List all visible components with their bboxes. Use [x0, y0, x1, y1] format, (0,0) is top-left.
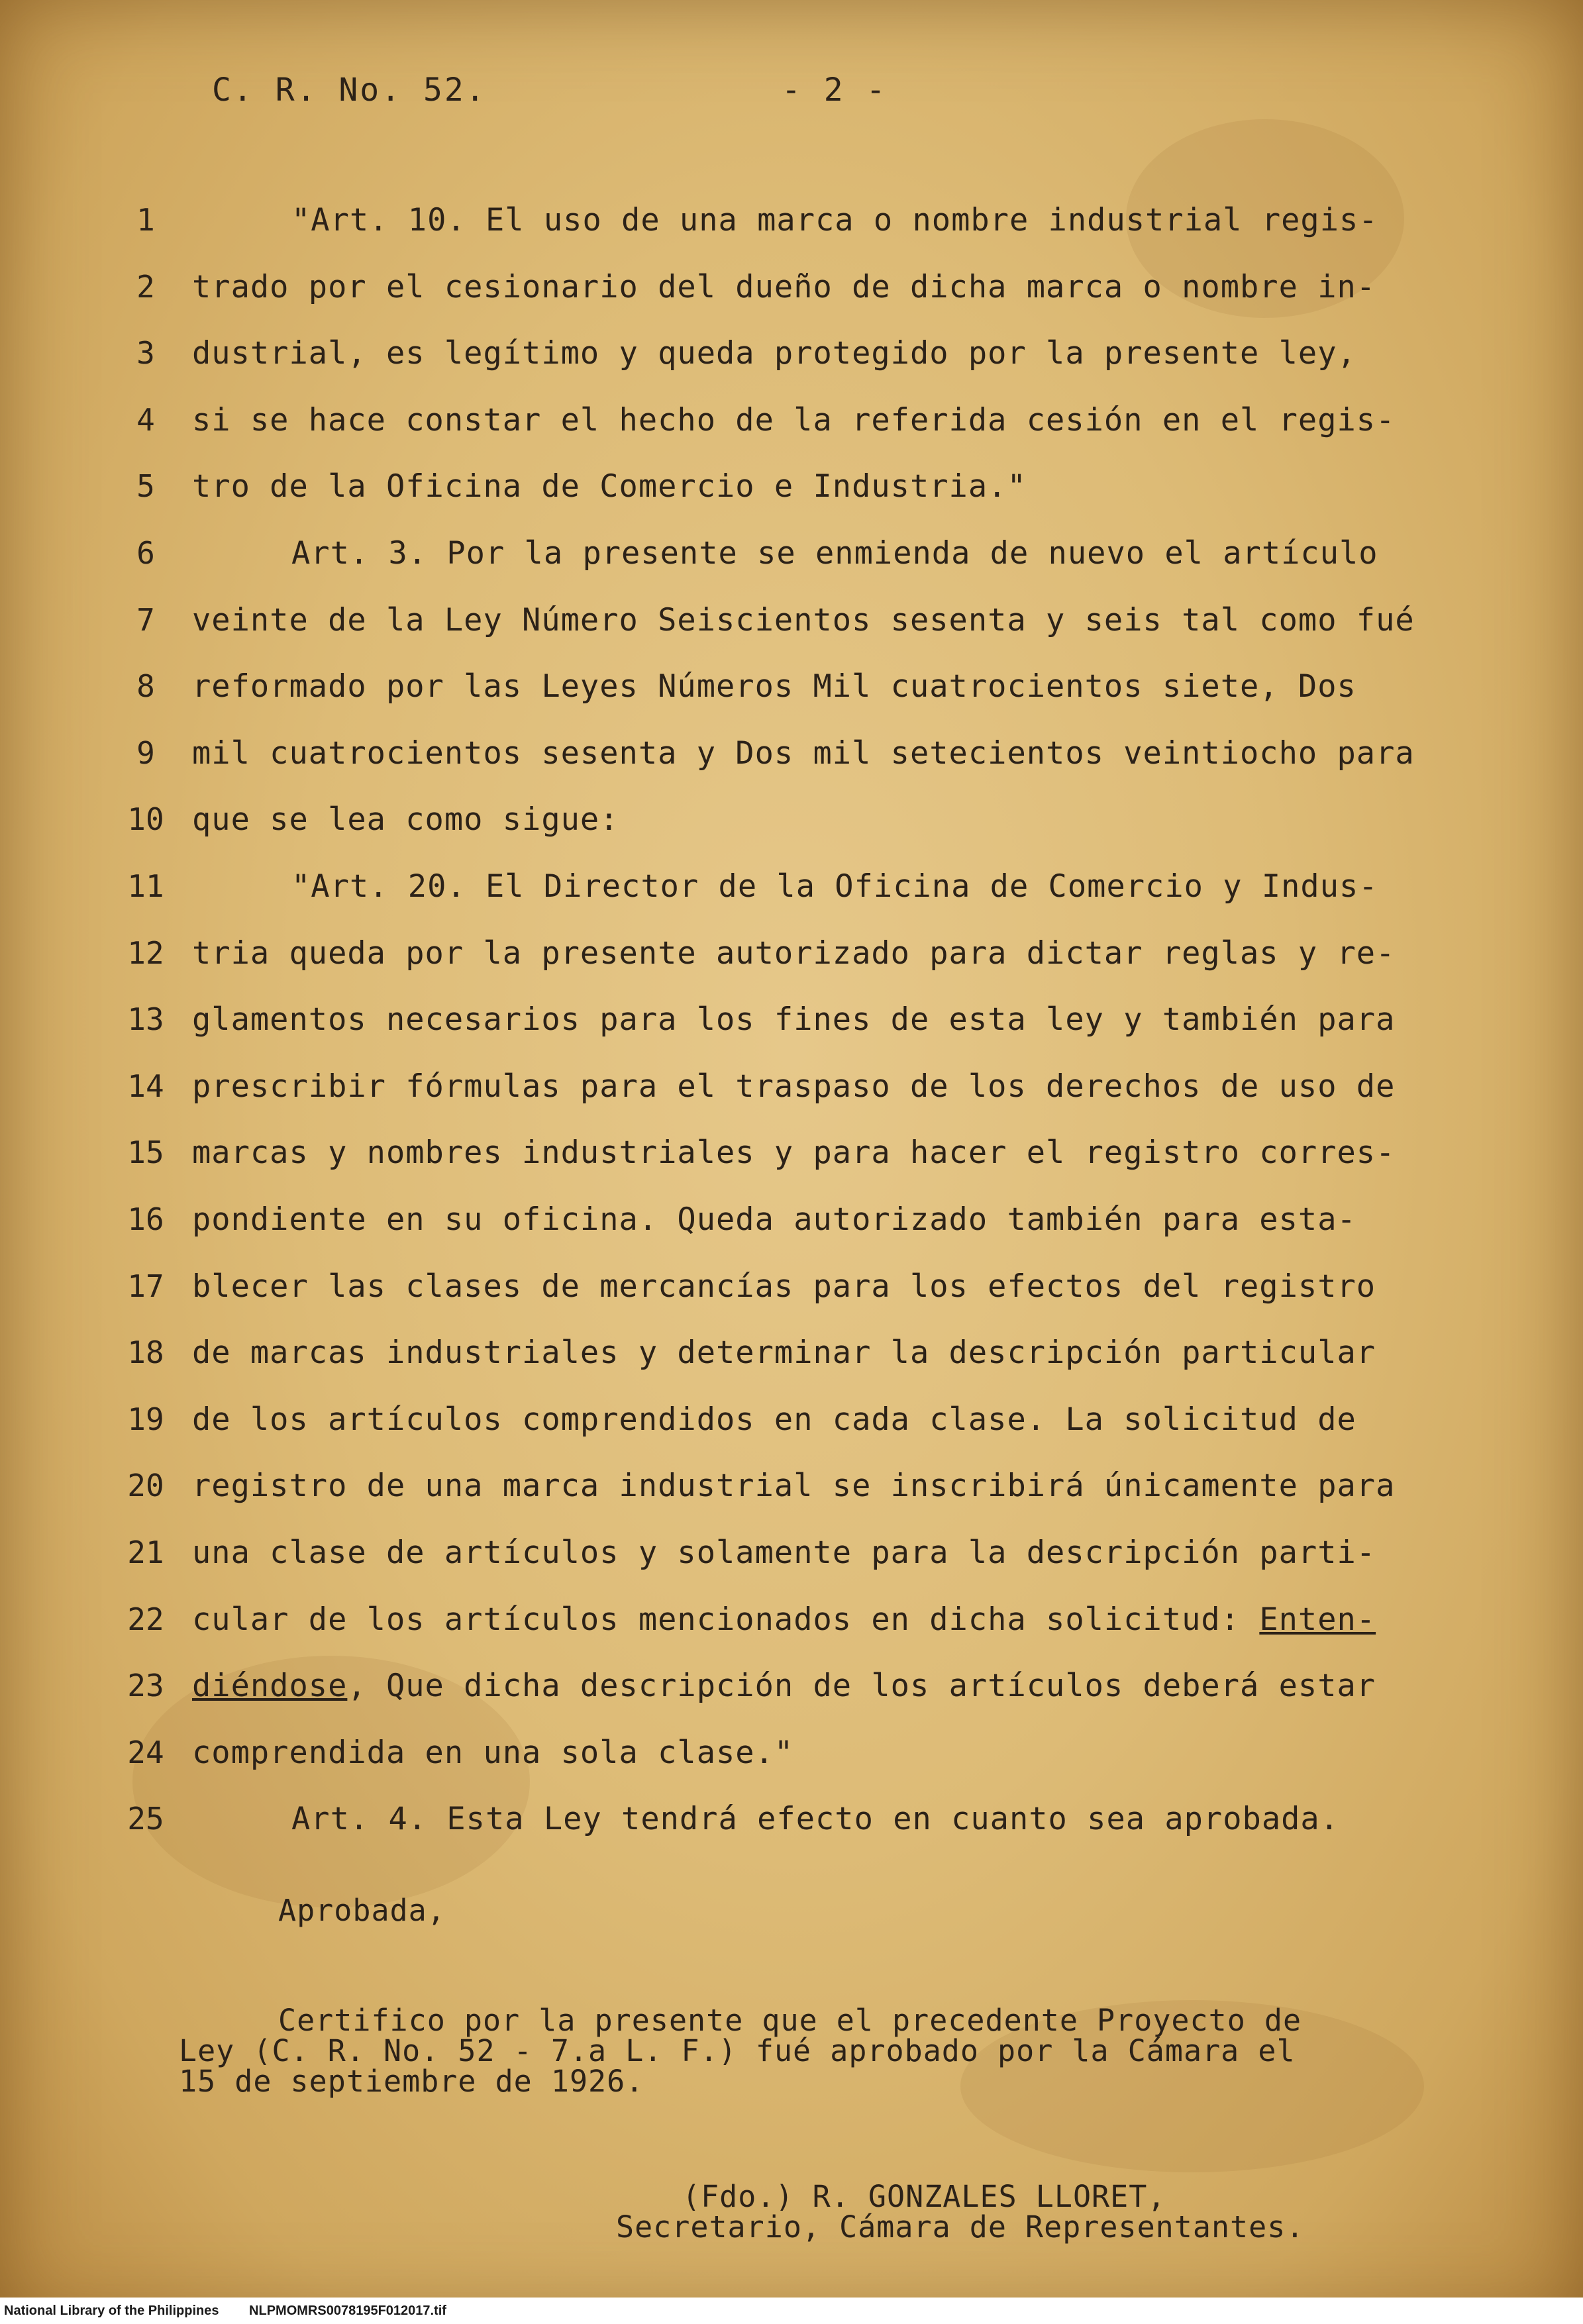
line-number: 3: [136, 335, 155, 371]
line-number: 20: [127, 1468, 164, 1503]
line-text: Art. 4. Esta Ley tendrá efecto en cuanto sea aprobada.: [291, 1801, 1340, 1837]
line-number: 17: [127, 1268, 164, 1304]
line-text: si se hace constar el hecho de la referida cesión en el regis-: [192, 402, 1396, 438]
line-number: 4: [136, 402, 155, 438]
bill-reference: C. R. No. 52.: [212, 72, 487, 109]
line-text: trado por el cesionario del dueño de dicha marca o nombre in-: [192, 269, 1376, 305]
line-number: 16: [127, 1201, 164, 1237]
line-number: 5: [136, 468, 155, 504]
line-number: 14: [127, 1068, 164, 1104]
line-number: 22: [127, 1601, 164, 1637]
line-number: 9: [136, 735, 155, 771]
line-text: tria queda por la presente autorizado para dictar reglas y re-: [192, 935, 1396, 972]
page-number: - 2 -: [782, 72, 888, 109]
signature-name: (Fdo.) R. GONZALES LLORET,: [682, 2179, 1166, 2214]
line-number: 7: [136, 602, 155, 638]
line-text: diéndose, Que dicha descripción de los artículos deberá estar: [192, 1668, 1376, 1704]
line-number: 12: [127, 935, 164, 971]
line-text: "Art. 20. El Director de la Oficina de Comercio y Indus-: [291, 868, 1378, 905]
line-number: 1: [136, 202, 155, 238]
line-text: "Art. 10. El uso de una marca o nombre industrial regis-: [291, 202, 1378, 238]
line-number: 10: [127, 801, 164, 837]
approval-note: Aprobada,: [278, 1893, 446, 1928]
line-text: comprendida en una sola clase.": [192, 1735, 794, 1771]
archive-source: National Library of the Philippines: [4, 2303, 219, 2318]
line-text: prescribir fórmulas para el traspaso de los derechos de uso de: [192, 1068, 1396, 1105]
line-number: 23: [127, 1668, 164, 1703]
line-number: 18: [127, 1335, 164, 1370]
certification-line-1: Certifico por la presente que el precedente Proyecto de: [278, 2003, 1302, 2038]
certification-line-3: 15 de septiembre de 1926.: [179, 2064, 644, 2099]
line-text: dustrial, es legítimo y queda protegido por la presente ley,: [192, 335, 1356, 372]
line-number: 15: [127, 1135, 164, 1170]
line-text: marcas y nombres industriales y para hacer el registro corres-: [192, 1135, 1396, 1171]
line-text: Art. 3. Por la presente se enmienda de nuevo el artículo: [291, 535, 1378, 572]
line-text: veinte de la Ley Número Seiscientos sesenta y seis tal como fué: [192, 602, 1415, 638]
line-number: 19: [127, 1401, 164, 1437]
archive-footer: [0, 2298, 1583, 2324]
line-number: 25: [127, 1801, 164, 1837]
line-number: 8: [136, 668, 155, 704]
line-text: glamentos necesarios para los fines de esta ley y también para: [192, 1001, 1396, 1038]
line-number: 6: [136, 535, 155, 571]
line-text: una clase de artículos y solamente para la descripción parti-: [192, 1535, 1376, 1571]
certification-line-2: Ley (C. R. No. 52 - 7.a L. F.) fué aprobado por la Cámara el: [179, 2033, 1296, 2068]
line-text: reformado por las Leyes Números Mil cuatrocientos siete, Dos: [192, 668, 1356, 705]
line-text: cular de los artículos mencionados en dicha solicitud: Enten-: [192, 1601, 1376, 1638]
line-text: blecer las clases de mercancías para los efectos del registro: [192, 1268, 1376, 1305]
line-text: de marcas industriales y determinar la descripción particular: [192, 1335, 1376, 1371]
line-text: que se lea como sigue:: [192, 801, 619, 838]
line-number: 21: [127, 1535, 164, 1570]
line-number: 13: [127, 1001, 164, 1037]
line-text: registro de una marca industrial se inscribirá únicamente para: [192, 1468, 1396, 1504]
signature-title: Secretario, Cámara de Representantes.: [616, 2209, 1305, 2245]
line-number: 24: [127, 1735, 164, 1770]
line-text: de los artículos comprendidos en cada clase. La solicitud de: [192, 1401, 1356, 1438]
line-text: mil cuatrocientos sesenta y Dos mil setecientos veintiocho para: [192, 735, 1415, 772]
line-text: pondiente en su oficina. Queda autorizado también para esta-: [192, 1201, 1356, 1238]
line-number: 2: [136, 269, 155, 305]
line-number: 11: [127, 868, 164, 904]
underlined-word: diéndose: [192, 1668, 348, 1704]
underlined-word: Enten-: [1259, 1601, 1376, 1638]
line-text: tro de la Oficina de Comercio e Industria.": [192, 468, 1027, 505]
archive-file: NLPMOMRS0078195F012017.tif: [249, 2303, 446, 2318]
